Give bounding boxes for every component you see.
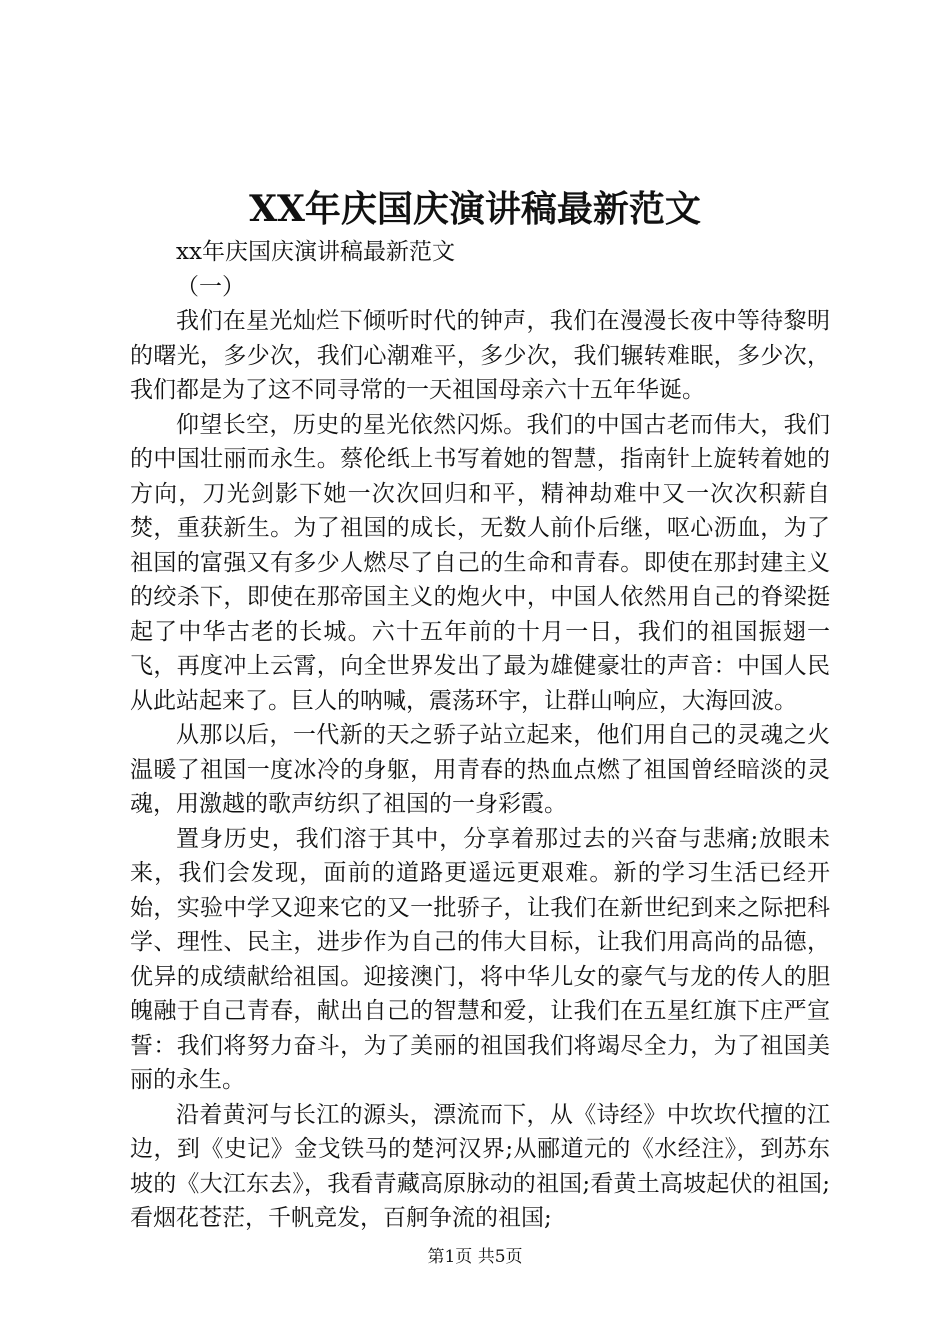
page-footer: 第1页 共5页 [427, 1247, 523, 1267]
document-title: XX年庆国庆演讲稿最新范文 [249, 188, 701, 230]
paragraph-5: 沿着黄河与长江的源头，漂流而下，从《诗经》中坎坎代擅的江边，到《史记》金戈铁马的楚河汉界;从郦道元的《水经注》，到苏东坡的《大江东去》，我看青藏高原脉动的祖国;看黄土高坡起伏的祖国;看烟花苍茫，千帆竞发，百舸争流的祖国; [130, 1101, 830, 1231]
paragraph-3: 从那以后，一代新的天之骄子站立起来，他们用自己的灵魂之火温暖了祖国一度冰冷的身躯，用青春的热血点燃了祖国曾经暗淡的灵魂，用激越的歌声纺织了祖国的一身彩霞。 [130, 722, 830, 817]
paragraph-4: 置身历史，我们溶于其中，分享着那过去的兴奋与悲痛;放眼未来，我们会发现，面前的道路更遥远更艰难。新的学习生活已经开始，实验中学又迎来它的又一批骄子，让我们在新世纪到来之际把科学、理性、民主，进步作为自己的伟大目标，让我们用高尚的品德，优异的成绩献给祖国。迎接澳门，将中华儿女的豪气与龙的传人的胆魄融于自己青春，献出自己的智慧和爱，让我们在五星红旗下庄严宣誓：我们将努力奋斗，为了美丽的祖国我们将竭尽全力，为了祖国美丽的永生。 [130, 825, 830, 1093]
section-marker: （一） [176, 273, 245, 300]
document-subtitle: xx年庆国庆演讲稿最新范文 [176, 239, 455, 265]
paragraph-1: 我们在星光灿烂下倾听时代的钟声，我们在漫漫长夜中等待黎明的曙光，多少次，我们心潮难平，多少次，我们辗转难眠，多少次，我们都是为了这不同寻常的一天祖国母亲六十五年华诞。 [130, 308, 830, 403]
paragraph-2: 仰望长空，历史的星光依然闪烁。我们的中国古老而伟大，我们的中国壮丽而永生。蔡伦纸上书写着她的智慧，指南针上旋转着她的方向，刀光剑影下她一次次回归和平，精神劫难中又一次次积薪自焚，重获新生。为了祖国的成长，无数人前仆后继，呕心沥血，为了祖国的富强又有多少人燃尽了自己的生命和青春。即使在那封建主义的绞杀下，即使在那帝国主义的炮火中，中国人依然用自己的脊梁挺起了中华古老的长城。六十五年前的十月一日，我们的祖国振翅一飞，再度冲上云霄，向全世界发出了最为雄健豪壮的声音：中国人民从此站起来了。巨人的呐喊，震荡环宇，让群山响应，大海回波。 [130, 411, 830, 714]
document-body [130, 235, 830, 1236]
